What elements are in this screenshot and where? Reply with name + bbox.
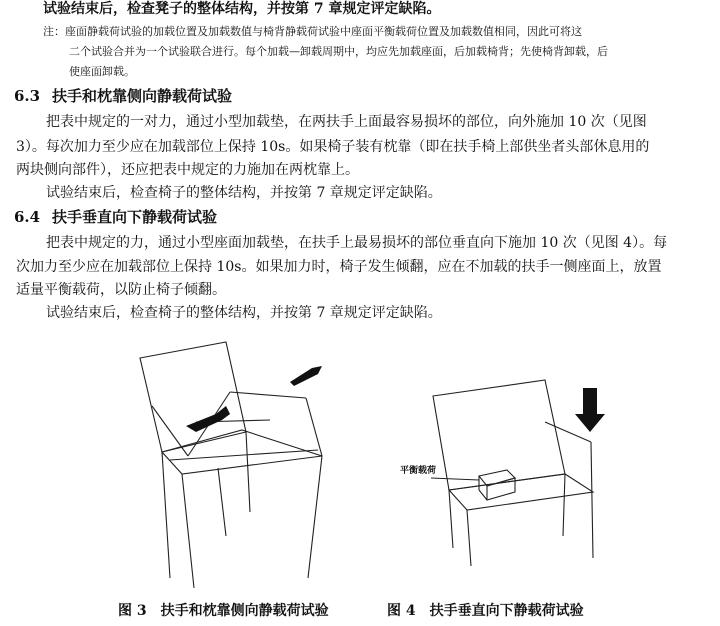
- para-6-4-line-3: 适量平衡载荷，以防止椅子倾翻。: [16, 282, 226, 298]
- section-6-4-number: 6.4: [14, 208, 41, 226]
- text-line-stool-conclusion: 试验结束后，检查凳子的整体结构，并按第 7 章规定评定缺陷。: [43, 1, 441, 17]
- para-6-3-line-2: 3）。每次加力至少应在加载部位上保持 10s。如果椅子装有枕靠（即在扶手椅上部供坐者头部休息用的: [16, 139, 650, 155]
- note-line-1: 注：座面静载荷试验的加载位置及加载数值与椅背静载荷试验中座面平衡载荷位置及加载数值相同，因此可将这: [43, 25, 582, 38]
- section-6-4-title: 扶手垂直向下静载荷试验: [52, 208, 218, 226]
- note-line-3: 使座面卸载。: [69, 65, 135, 78]
- para-6-4-line-2: 次加力至少应在加载部位上保持 10s。如果加力时，椅子发生倾翻，应在不加载的扶手一侧座面上，放置: [16, 259, 662, 275]
- para-6-3-line-4: 试验结束后，检查椅子的整体结构，并按第 7 章规定评定缺陷。: [46, 185, 442, 201]
- figure-3-caption: 图 3 扶手和枕靠侧向静载荷试验: [118, 603, 329, 619]
- para-6-4-line-4: 试验结束后，检查椅子的整体结构，并按第 7 章规定评定缺陷。: [46, 305, 442, 321]
- figure-4-caption: 图 4 扶手垂直向下静载荷试验: [387, 603, 584, 619]
- figure-4-balance-load-label: 平衡载荷: [400, 466, 437, 476]
- figure-3-chair-lateral-load: [130, 340, 390, 590]
- para-6-3-line-3: 两块侧向部件），还应把表中规定的力施加在两枕靠上。: [16, 162, 359, 178]
- para-6-4-line-1: 把表中规定的力，通过小型座面加载垫，在扶手上最易损坏的部位垂直向下施加 10 次（见图 4）。每: [46, 235, 668, 251]
- section-6-3-number: 6.3: [14, 87, 41, 105]
- note-line-2: 二个试验合并为一个试验联合进行。每个加载—卸载周期中，均应先加载座面，后加载椅背；先使椅背卸载，后: [69, 45, 608, 58]
- para-6-3-line-1: 把表中规定的一对力，通过小型加载垫，在两扶手上面最容易损坏的部位，向外施加 10 次（见图: [46, 114, 647, 130]
- section-6-3-title: 扶手和枕靠侧向静载荷试验: [52, 87, 233, 105]
